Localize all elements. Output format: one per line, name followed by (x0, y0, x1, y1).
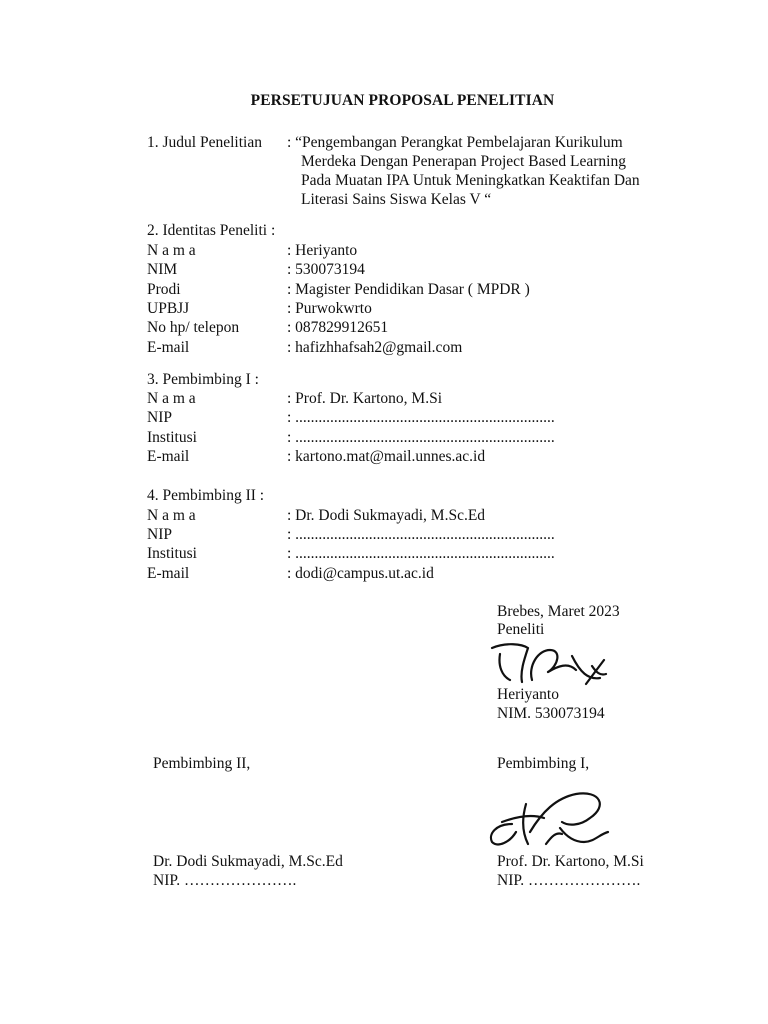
pembimbing1-signature (482, 784, 632, 854)
field-value: : Prof. Dr. Kartono, M.Si (287, 390, 442, 407)
field-value: : 530073194 (287, 261, 365, 278)
field-label: NIM (147, 261, 178, 278)
judul-line-4: Literasi Sains Siswa Kelas V “ (301, 191, 492, 208)
pembimbing1-sign-nip: NIP. …………………. (497, 872, 641, 889)
field-label: N a m a (147, 507, 196, 524)
field-label: E-mail (147, 565, 190, 582)
pembimbing2-role: Pembimbing II, (153, 755, 251, 772)
field-label: Prodi (147, 281, 181, 298)
peneliti-heading: 2. Identitas Peneliti : (147, 222, 276, 239)
place-date: Brebes, Maret 2023 (497, 603, 620, 620)
peneliti-name: Heriyanto (497, 686, 559, 703)
pembimbing1-heading: 3. Pembimbing I : (147, 371, 259, 388)
pembimbing1-role: Pembimbing I, (497, 755, 590, 772)
field-value: : dodi@campus.ut.ac.id (287, 565, 434, 582)
field-value: : hafizhhafsah2@gmail.com (287, 339, 463, 356)
field-value: : Magister Pendidikan Dasar ( MPDR ) (287, 281, 530, 298)
field-label: No hp/ telepon (147, 319, 240, 336)
judul-line-2: Merdeka Dengan Penerapan Project Based Learning (301, 153, 626, 170)
judul-line-1: : “Pengembangan Perangkat Pembelajaran Kurikulum (287, 134, 623, 151)
judul-line-3: Pada Muatan IPA Untuk Meningkatkan Keaktifan Dan (301, 172, 640, 189)
field-label: Institusi (147, 429, 197, 446)
field-value: : ................................................................... (287, 545, 555, 562)
field-label: UPBJJ (147, 300, 190, 317)
peneliti-role: Peneliti (497, 621, 545, 638)
pembimbing2-sign-nip: NIP. …………………. (153, 872, 297, 889)
field-label: NIP (147, 409, 172, 426)
field-value: : ................................................................... (287, 409, 555, 426)
field-value: : ................................................................... (287, 429, 555, 446)
field-value: : 087829912651 (287, 319, 389, 336)
field-label: NIP (147, 526, 172, 543)
field-label: Institusi (147, 545, 197, 562)
field-value: : ................................................................... (287, 526, 555, 543)
field-label: N a m a (147, 390, 196, 407)
field-value: : kartono.mat@mail.unnes.ac.id (287, 448, 486, 465)
field-value: : Heriyanto (287, 242, 358, 259)
field-value: : Dr. Dodi Sukmayadi, M.Sc.Ed (287, 507, 486, 524)
pembimbing2-heading: 4. Pembimbing II : (147, 487, 265, 504)
judul-label: 1. Judul Penelitian (147, 134, 262, 151)
field-value: : Purwokwrto (287, 300, 372, 317)
field-label: E-mail (147, 448, 190, 465)
field-label: E-mail (147, 339, 190, 356)
peneliti-nim: NIM. 530073194 (497, 705, 605, 722)
document-title: PERSETUJUAN PROPOSAL PENELITIAN (250, 92, 555, 109)
pembimbing2-sign-name: Dr. Dodi Sukmayadi, M.Sc.Ed (153, 853, 343, 870)
field-label: N a m a (147, 242, 196, 259)
pembimbing1-sign-name: Prof. Dr. Kartono, M.Si (497, 853, 644, 870)
